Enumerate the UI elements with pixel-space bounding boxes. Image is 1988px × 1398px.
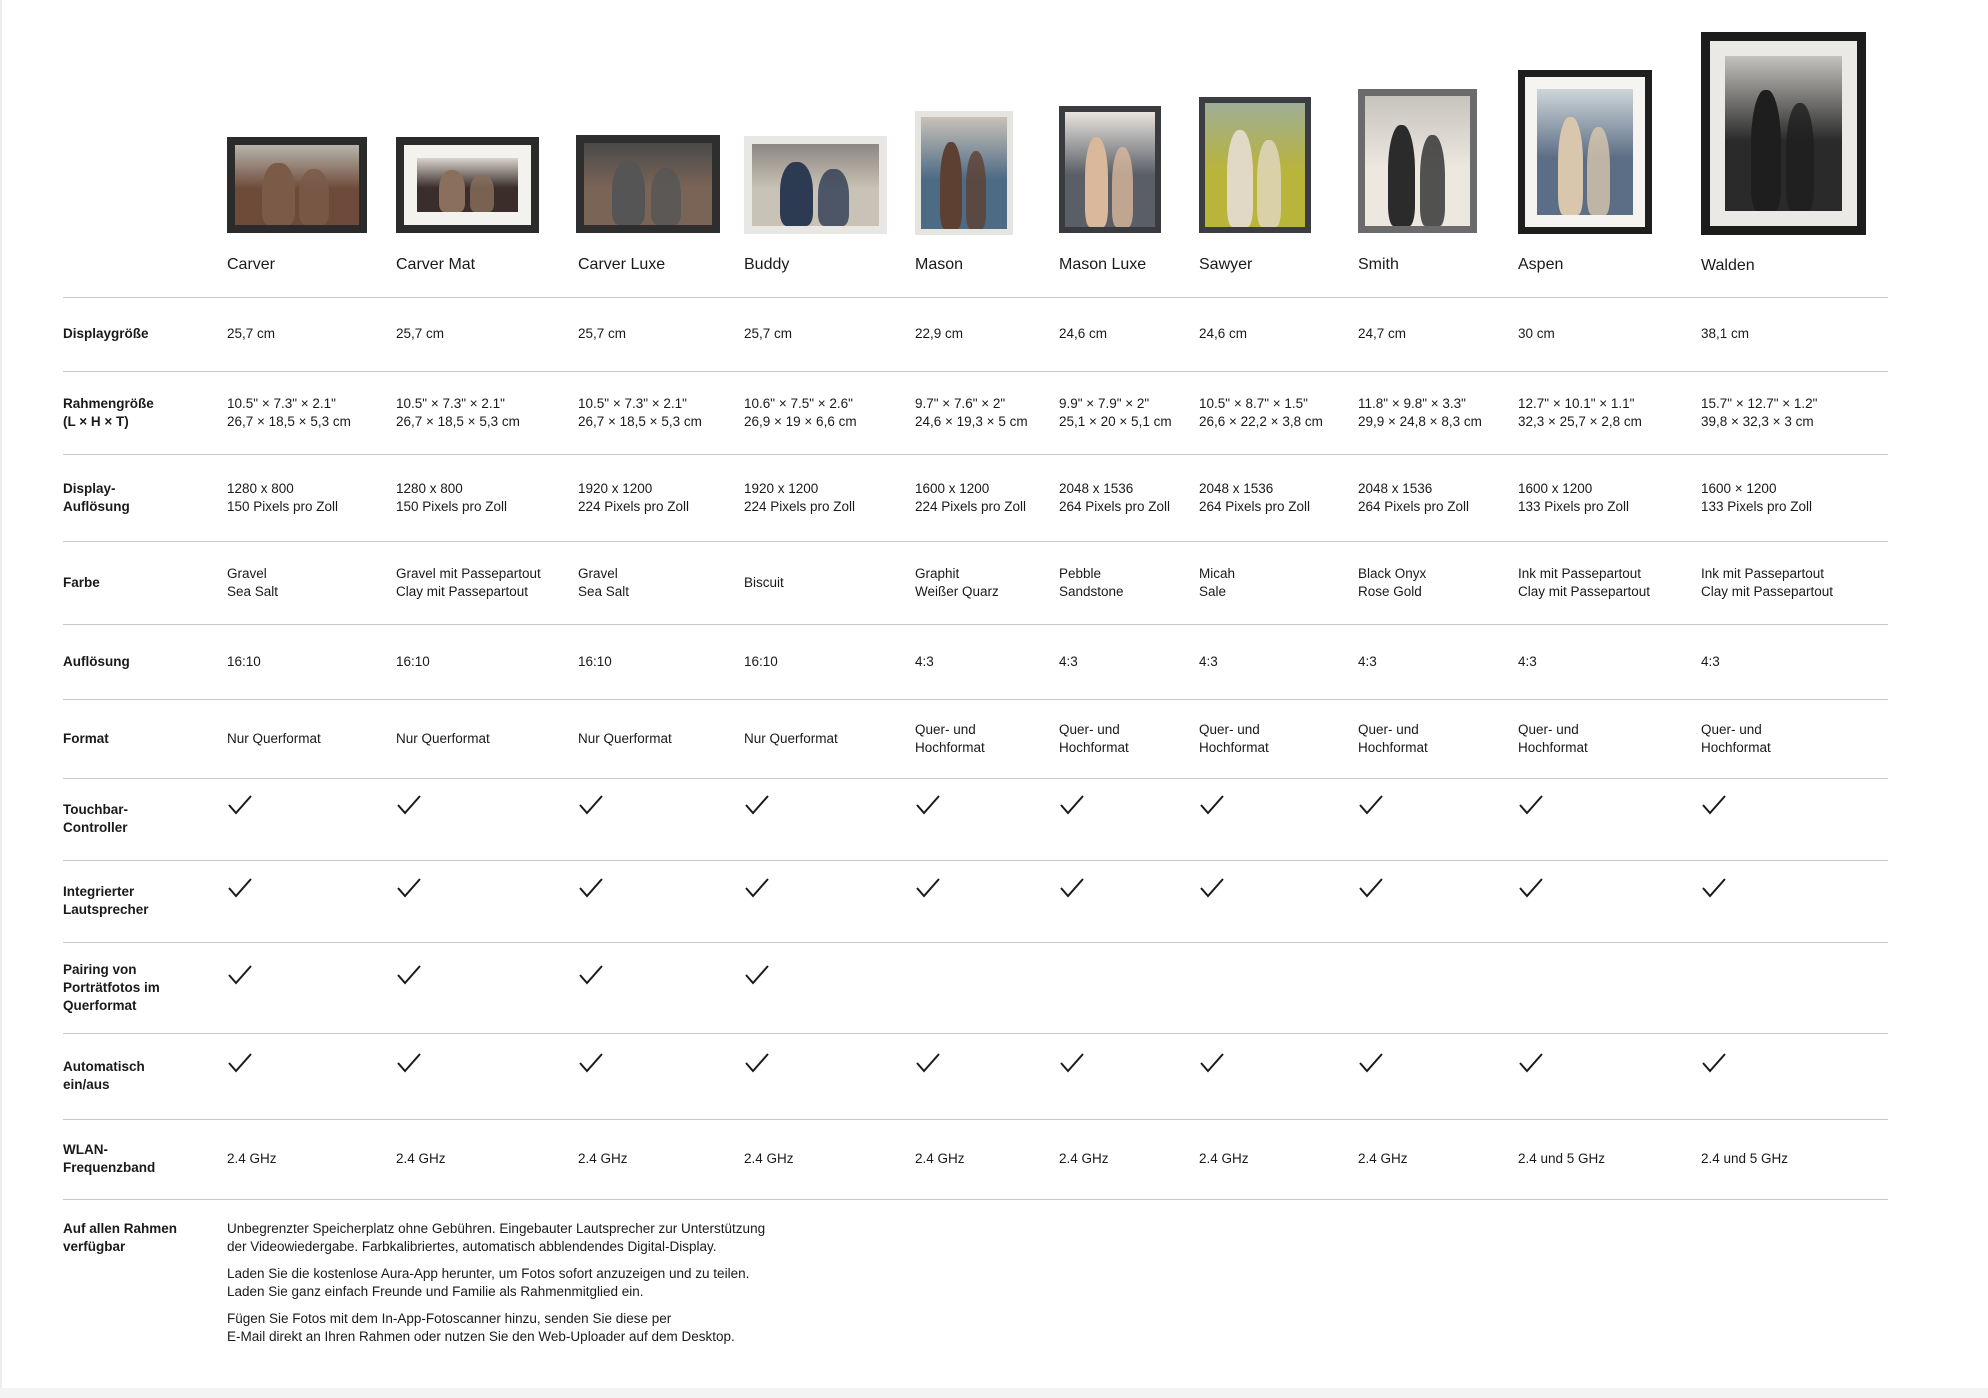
table-cell: Ink mit Passepartout Clay mit Passepartout xyxy=(1518,566,1651,599)
table-cell: Ink mit Passepartout Clay mit Passepartout xyxy=(1701,566,1834,599)
table-cell: 10.5" × 7.3" × 2.1" 26,7 × 18,5 × 5,3 cm xyxy=(396,396,520,429)
checkmark-icon xyxy=(227,964,253,986)
product-name: Buddy xyxy=(744,256,790,273)
product-name: Mason Luxe xyxy=(1059,256,1147,273)
checkmark-icon xyxy=(915,794,941,816)
table-cell: 24,7 cm xyxy=(1358,326,1407,341)
table-cell: 2.4 und 5 GHz xyxy=(1701,1151,1789,1166)
table-cell: 2.4 GHz xyxy=(744,1151,794,1166)
checkmark-icon xyxy=(915,1052,941,1074)
row-divider xyxy=(63,541,1888,542)
table-cell: Graphit Weißer Quarz xyxy=(915,566,999,599)
row-divider xyxy=(63,1119,1888,1120)
table-cell: 1280 x 800 150 Pixels pro Zoll xyxy=(227,481,339,514)
checkmark-icon xyxy=(1518,794,1544,816)
table-cell: 9.7" × 7.6" × 2" 24,6 × 19,3 × 5 cm xyxy=(915,396,1028,429)
row-label: WLAN- Frequenzband xyxy=(63,1142,156,1175)
frame-photo xyxy=(584,143,712,225)
table-cell: 2.4 GHz xyxy=(1358,1151,1408,1166)
table-cell: 25,7 cm xyxy=(396,326,445,341)
table-cell: 25,7 cm xyxy=(227,326,276,341)
frame-image xyxy=(1518,70,1652,234)
frame-image xyxy=(227,137,367,233)
table-cell: Quer- und Hochformat xyxy=(1358,722,1428,755)
table-cell: Nur Querformat xyxy=(578,731,672,746)
frame-photo xyxy=(235,145,359,225)
table-cell: 2048 x 1536 264 Pixels pro Zoll xyxy=(1358,481,1470,514)
table-cell: 16:10 xyxy=(578,654,612,669)
checkmark-icon xyxy=(396,964,422,986)
frame-image xyxy=(744,136,887,234)
table-cell: 16:10 xyxy=(744,654,778,669)
checkmark-icon xyxy=(227,1052,253,1074)
page-bottom-edge xyxy=(0,1388,1988,1398)
table-cell: Quer- und Hochformat xyxy=(915,722,985,755)
table-cell: 12.7" × 10.1" × 1.1" 32,3 × 25,7 × 2,8 cm xyxy=(1518,396,1642,429)
checkmark-icon xyxy=(1358,794,1384,816)
checkmark-icon xyxy=(578,1052,604,1074)
product-name: Sawyer xyxy=(1199,256,1253,273)
table-cell: Nur Querformat xyxy=(744,731,838,746)
table-cell: Black Onyx Rose Gold xyxy=(1358,566,1427,599)
table-cell: 9.9" × 7.9" × 2" 25,1 × 20 × 5,1 cm xyxy=(1059,396,1172,429)
table-cell: 10.5" × 7.3" × 2.1" 26,7 × 18,5 × 5,3 cm xyxy=(227,396,351,429)
table-cell: 1920 x 1200 224 Pixels pro Zoll xyxy=(744,481,856,514)
checkmark-icon xyxy=(1701,877,1727,899)
table-cell: Quer- und Hochformat xyxy=(1518,722,1588,755)
row-divider xyxy=(63,1033,1888,1034)
table-cell: 10.5" × 8.7" × 1.5" 26,6 × 22,2 × 3,8 cm xyxy=(1199,396,1323,429)
product-name: Aspen xyxy=(1518,256,1564,273)
row-divider xyxy=(63,778,1888,779)
table-cell: 16:10 xyxy=(396,654,430,669)
table-cell: 2.4 und 5 GHz xyxy=(1518,1151,1606,1166)
row-label: Displaygröße xyxy=(63,326,149,341)
table-cell: 4:3 xyxy=(1059,654,1078,669)
row-label: Automatisch ein/aus xyxy=(63,1059,145,1092)
table-cell: 1920 x 1200 224 Pixels pro Zoll xyxy=(578,481,690,514)
table-cell: 2048 x 1536 264 Pixels pro Zoll xyxy=(1199,481,1311,514)
frame-photo xyxy=(752,144,879,226)
product-name: Smith xyxy=(1358,256,1399,273)
row-label: Rahmengröße (L × H × T) xyxy=(63,396,154,429)
product-name: Walden xyxy=(1701,257,1755,274)
checkmark-icon xyxy=(396,877,422,899)
table-cell: 10.5" × 7.3" × 2.1" 26,7 × 18,5 × 5,3 cm xyxy=(578,396,702,429)
checkmark-icon xyxy=(578,877,604,899)
footer-paragraph: Laden Sie die kostenlose Aura-App herunter, um Fotos sofort anzuzeigen und zu teilen. Laden Sie ganz einfach Freunde und Familie als Rahmenmitglied ein. xyxy=(227,1266,750,1299)
table-cell: 10.6" × 7.5" × 2.6" 26,9 × 19 × 6,6 cm xyxy=(744,396,857,429)
table-cell: Quer- und Hochformat xyxy=(1059,722,1129,755)
footer-paragraph: Fügen Sie Fotos mit dem In-App-Fotoscanner hinzu, senden Sie diese per E-Mail direkt an Ihren Rahmen oder nutzen Sie den Web-Uploader auf dem Desktop. xyxy=(227,1311,735,1344)
frame-photo xyxy=(1365,96,1470,226)
table-cell: 2.4 GHz xyxy=(1059,1151,1109,1166)
table-cell: 2.4 GHz xyxy=(578,1151,628,1166)
table-cell: 4:3 xyxy=(1358,654,1377,669)
frame-image xyxy=(576,135,720,233)
checkmark-icon xyxy=(744,964,770,986)
frame-image xyxy=(1358,89,1477,233)
checkmark-icon xyxy=(1059,877,1085,899)
checkmark-icon xyxy=(396,794,422,816)
table-cell: Gravel mit Passepartout Clay mit Passepartout xyxy=(396,566,541,599)
table-cell: Nur Querformat xyxy=(396,731,490,746)
table-cell: 25,7 cm xyxy=(578,326,627,341)
row-divider xyxy=(63,942,1888,943)
frame-photo xyxy=(417,158,518,212)
product-name: Mason xyxy=(915,256,964,273)
frame-photo xyxy=(1205,103,1305,227)
checkmark-icon xyxy=(1358,1052,1384,1074)
table-cell: 22,9 cm xyxy=(915,326,964,341)
table-cell: Nur Querformat xyxy=(227,731,321,746)
table-cell: 2048 x 1536 264 Pixels pro Zoll xyxy=(1059,481,1171,514)
checkmark-icon xyxy=(1518,877,1544,899)
checkmark-icon xyxy=(578,794,604,816)
row-divider xyxy=(63,624,1888,625)
row-label: Auflösung xyxy=(63,654,130,669)
product-name: Carver Luxe xyxy=(578,256,666,273)
row-label: Farbe xyxy=(63,575,100,590)
page-edge xyxy=(0,0,2,1398)
table-cell: Pebble Sandstone xyxy=(1059,566,1124,599)
table-cell: 2.4 GHz xyxy=(227,1151,277,1166)
footer-paragraph: Unbegrenzter Speicherplatz ohne Gebühren. Eingebauter Lautsprecher zur Unterstützung der Videowiedergabe. Farbkalibriertes, automatisch abblendendes Digital-Display. xyxy=(227,1221,766,1254)
checkmark-icon xyxy=(1701,1052,1727,1074)
frame-photo xyxy=(1725,56,1842,211)
row-divider xyxy=(63,860,1888,861)
table-cell: Gravel Sea Salt xyxy=(227,566,279,599)
row-divider xyxy=(63,371,1888,372)
footer-label: Auf allen Rahmen verfügbar xyxy=(63,1221,178,1254)
checkmark-icon xyxy=(578,964,604,986)
checkmark-icon xyxy=(1059,794,1085,816)
frame-image xyxy=(915,111,1013,235)
checkmark-icon xyxy=(915,877,941,899)
checkmark-icon xyxy=(1059,1052,1085,1074)
product-name: Carver xyxy=(227,256,276,273)
row-label: Display- Auflösung xyxy=(63,481,130,514)
checkmark-icon xyxy=(227,794,253,816)
table-cell: 25,7 cm xyxy=(744,326,793,341)
checkmark-icon xyxy=(1199,877,1225,899)
frame-image xyxy=(1199,97,1311,233)
checkmark-icon xyxy=(1199,1052,1225,1074)
checkmark-icon xyxy=(227,877,253,899)
table-cell: Micah Sale xyxy=(1199,566,1236,599)
table-cell: 2.4 GHz xyxy=(915,1151,965,1166)
frame-image xyxy=(1059,106,1161,233)
checkmark-icon xyxy=(1358,877,1384,899)
table-cell: Quer- und Hochformat xyxy=(1701,722,1771,755)
table-cell: 1600 x 1200 133 Pixels pro Zoll xyxy=(1518,481,1630,514)
row-label: Pairing von Porträtfotos im Querformat xyxy=(63,962,160,1013)
checkmark-icon xyxy=(744,794,770,816)
checkmark-icon xyxy=(1701,794,1727,816)
table-cell: 1280 x 800 150 Pixels pro Zoll xyxy=(396,481,508,514)
checkmark-icon xyxy=(744,1052,770,1074)
row-divider xyxy=(63,454,1888,455)
checkmark-icon xyxy=(1518,1052,1544,1074)
table-cell: Biscuit xyxy=(744,575,784,590)
row-label: Touchbar- Controller xyxy=(63,802,128,835)
frame-image xyxy=(1701,32,1866,235)
table-cell: 16:10 xyxy=(227,654,261,669)
table-cell: 30 cm xyxy=(1518,326,1555,341)
row-label: Format xyxy=(63,731,109,746)
frame-image xyxy=(396,137,539,233)
table-cell: 15.7" × 12.7" × 1.2" 39,8 × 32,3 × 3 cm xyxy=(1701,396,1818,429)
table-cell: 24,6 cm xyxy=(1059,326,1108,341)
table-cell: 4:3 xyxy=(1518,654,1537,669)
checkmark-icon xyxy=(744,877,770,899)
checkmark-icon xyxy=(396,1052,422,1074)
frame-photo xyxy=(1537,89,1633,215)
frame-photo xyxy=(921,117,1007,229)
table-cell: 1600 × 1200 133 Pixels pro Zoll xyxy=(1701,481,1813,514)
table-cell: 4:3 xyxy=(1701,654,1720,669)
table-cell: 38,1 cm xyxy=(1701,326,1750,341)
table-cell: Quer- und Hochformat xyxy=(1199,722,1269,755)
row-label: Integrierter Lautsprecher xyxy=(63,884,149,917)
table-cell: 4:3 xyxy=(915,654,934,669)
table-cell: 1600 x 1200 224 Pixels pro Zoll xyxy=(915,481,1027,514)
table-cell: 2.4 GHz xyxy=(1199,1151,1249,1166)
checkmark-icon xyxy=(1199,794,1225,816)
product-name: Carver Mat xyxy=(396,256,476,273)
frame-photo xyxy=(1065,112,1155,227)
table-cell: 4:3 xyxy=(1199,654,1218,669)
table-cell: Gravel Sea Salt xyxy=(578,566,630,599)
table-cell: 2.4 GHz xyxy=(396,1151,446,1166)
row-divider xyxy=(63,1199,1888,1200)
row-divider xyxy=(63,699,1888,700)
row-divider xyxy=(63,297,1888,298)
table-cell: 11.8" × 9.8" × 3.3" 29,9 × 24,8 × 8,3 cm xyxy=(1358,396,1482,429)
table-cell: 24,6 cm xyxy=(1199,326,1248,341)
